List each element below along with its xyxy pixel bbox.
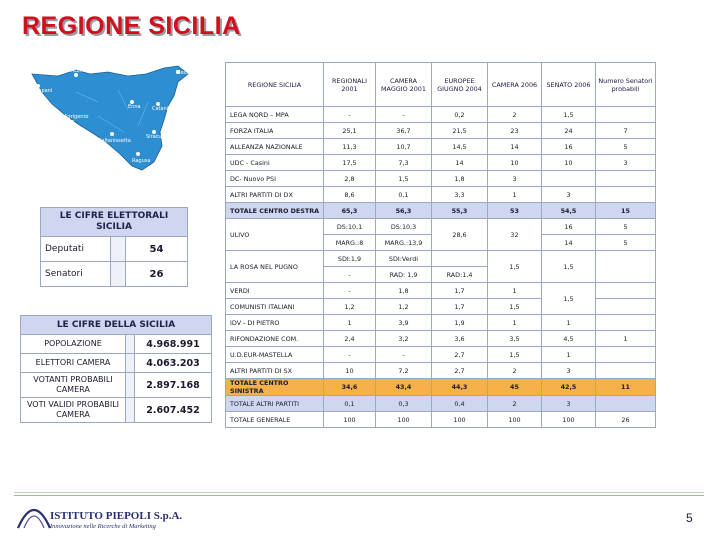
figures-value: 2.897.168	[135, 373, 212, 398]
table-cell: 53	[488, 203, 542, 219]
table-cell: 0,1	[376, 187, 432, 203]
table-row	[226, 315, 656, 331]
table-cell: -	[324, 107, 376, 123]
total-generale-row	[226, 412, 656, 428]
table-header: CAMERA 2006	[488, 63, 542, 107]
table-cell: LEGA NORD – MPA	[226, 107, 324, 123]
map-city-agrigento: Agrigento	[64, 114, 89, 120]
ulivo-row	[226, 219, 656, 235]
table-cell: 44,3	[432, 379, 488, 396]
sicily-figures-box	[20, 315, 212, 423]
table-cell: 4,5	[542, 331, 596, 347]
table-header: CAMERA MAGGIO 2001	[376, 63, 432, 107]
table-cell: FORZA ITALIA	[226, 123, 324, 139]
table-cell: 28,6	[432, 219, 488, 251]
table-cell: 14	[432, 155, 488, 171]
table-cell: -	[324, 267, 376, 283]
table-row	[226, 107, 656, 123]
table-cell: 5	[596, 219, 656, 235]
table-cell: ALLEANZA NAZIONALE	[226, 139, 324, 155]
table-cell: 0,1	[324, 396, 376, 412]
table-cell: 11	[596, 379, 656, 396]
table-row	[226, 347, 656, 363]
table-cell: 1,5	[488, 251, 542, 283]
table-cell: 43,4	[376, 379, 432, 396]
table-cell: 14	[542, 235, 596, 251]
table-cell: 1,8	[376, 283, 432, 299]
table-cell: 3,3	[432, 187, 488, 203]
figures-label: VOTI VALIDI PROBABILI CAMERA	[21, 398, 126, 423]
table-cell: 1,7	[432, 299, 488, 315]
table-cell: 15	[596, 203, 656, 219]
electoral-value: 26	[126, 262, 188, 287]
table-cell: LA ROSA NEL PUGNO	[226, 251, 324, 283]
table-cell: 2	[488, 363, 542, 379]
table-cell: 54,5	[542, 203, 596, 219]
table-cell: 5	[596, 235, 656, 251]
table-cell: ALTRI PARTITI DI DX	[226, 187, 324, 203]
table-cell: 7	[596, 123, 656, 139]
table-cell: 45	[488, 379, 542, 396]
table-cell	[596, 363, 656, 379]
table-cell: DS:10,3	[376, 219, 432, 235]
table-cell: 100	[542, 412, 596, 428]
table-cell	[596, 171, 656, 187]
table-cell: 10	[488, 155, 542, 171]
table-cell: 1,2	[324, 299, 376, 315]
table-row	[226, 331, 656, 347]
table-cell: 1,7	[432, 283, 488, 299]
table-cell: 1,9	[432, 315, 488, 331]
table-cell	[596, 187, 656, 203]
page-number: 5	[686, 511, 693, 525]
table-cell: 3	[542, 396, 596, 412]
table-cell: 3	[488, 171, 542, 187]
table-cell: 24	[542, 123, 596, 139]
table-cell: IDV - DI PIETRO	[226, 315, 324, 331]
map-city-caltanissetta: Caltanissetta	[98, 138, 131, 144]
figures-row-voti-validi	[21, 398, 212, 423]
table-cell: 100	[432, 412, 488, 428]
table-cell: 26	[596, 412, 656, 428]
table-cell: 42,5	[542, 379, 596, 396]
map-city-catania: Catania	[152, 106, 172, 112]
electoral-label: Senatori	[41, 262, 111, 287]
table-cell: 1	[542, 347, 596, 363]
table-cell: 7,3	[376, 155, 432, 171]
table-row	[226, 123, 656, 139]
table-cell: RAD:1,4	[432, 267, 488, 283]
table-cell: 32	[488, 219, 542, 251]
table-cell	[596, 107, 656, 123]
table-cell: 1	[542, 315, 596, 331]
table-cell: 1	[488, 187, 542, 203]
figures-row-popolazione	[21, 335, 212, 354]
table-cell: VERDI	[226, 283, 324, 299]
table-cell: 1,5	[542, 283, 596, 315]
table-cell: 1,5	[488, 299, 542, 315]
table-cell: 36,7	[376, 123, 432, 139]
table-cell: 1,8	[432, 171, 488, 187]
brand-tagline: Innovazione nelle Ricerche di Marketing	[50, 523, 156, 530]
table-cell: 1	[324, 315, 376, 331]
table-cell: 2	[488, 396, 542, 412]
footer-divider-accent	[14, 495, 704, 496]
table-cell: 3	[542, 363, 596, 379]
table-cell: 100	[376, 412, 432, 428]
footer-divider	[14, 492, 704, 493]
electoral-value: 54	[126, 237, 188, 262]
table-cell: TOTALE CENTRO DESTRA	[226, 203, 324, 219]
table-row	[226, 171, 656, 187]
electoral-row-deputati	[41, 237, 188, 262]
table-cell	[596, 315, 656, 331]
total-centro-sinistra-row	[226, 379, 656, 396]
electoral-figures-box	[40, 207, 188, 287]
table-cell: 16	[542, 219, 596, 235]
table-cell: 11,3	[324, 139, 376, 155]
brand-name: ISTITUTO PIEPOLI S.p.A.	[50, 510, 183, 522]
table-cell: 65,3	[324, 203, 376, 219]
table-cell: 2	[488, 107, 542, 123]
figures-value: 4.968.991	[135, 335, 212, 354]
table-cell: 0,4	[432, 396, 488, 412]
table-cell: U.D.EUR-MASTELLA	[226, 347, 324, 363]
table-cell: TOTALE CENTRO SINISTRA	[226, 379, 324, 396]
table-cell	[596, 396, 656, 412]
table-cell: 0,2	[432, 107, 488, 123]
table-cell: ULIVO	[226, 219, 324, 251]
table-cell: 2,7	[432, 347, 488, 363]
table-cell: 8,6	[324, 187, 376, 203]
table-cell: ALTRI PARTITI DI SX	[226, 363, 324, 379]
total-altri-partiti-row	[226, 396, 656, 412]
table-cell: MARG.:8	[324, 235, 376, 251]
map-city-trapani: Trapani	[34, 88, 53, 94]
table-row	[226, 155, 656, 171]
table-cell: 1	[488, 315, 542, 331]
table-cell: 0,3	[376, 396, 432, 412]
figures-row-elettori	[21, 354, 212, 373]
piepoli-logo-icon	[14, 498, 54, 532]
table-cell: RAD: 1,9	[376, 267, 432, 283]
table-cell: -	[376, 347, 432, 363]
table-cell: SDI:1,9	[324, 251, 376, 267]
table-cell: 3,5	[488, 331, 542, 347]
figures-label: ELETTORI CAMERA	[21, 354, 126, 373]
table-cell: 34,6	[324, 379, 376, 396]
table-cell: 2,4	[324, 331, 376, 347]
results-header-row	[226, 63, 656, 107]
table-row	[226, 139, 656, 155]
table-cell: -	[324, 283, 376, 299]
table-row	[226, 363, 656, 379]
table-cell: 3,6	[432, 331, 488, 347]
table-cell: 3,9	[376, 315, 432, 331]
table-cell: -	[376, 107, 432, 123]
sicily-map	[28, 62, 200, 174]
table-cell: TOTALE GENERALE	[226, 412, 324, 428]
figures-row-votanti	[21, 373, 212, 398]
table-cell: TOTALE ALTRI PARTITI	[226, 396, 324, 412]
figures-value: 4.063.203	[135, 354, 212, 373]
table-cell: UDC - Casini	[226, 155, 324, 171]
table-cell: 14	[488, 139, 542, 155]
table-cell: 3	[596, 155, 656, 171]
table-cell: 17,5	[324, 155, 376, 171]
table-cell: 10,7	[376, 139, 432, 155]
table-cell	[542, 171, 596, 187]
table-cell: -	[324, 347, 376, 363]
table-cell	[596, 347, 656, 363]
sicily-island-shape	[32, 66, 188, 170]
table-cell: 1,5	[376, 171, 432, 187]
table-header: Numero Senatori probabili	[596, 63, 656, 107]
table-cell: 3	[542, 187, 596, 203]
table-cell: 56,3	[376, 203, 432, 219]
figures-label: VOTANTI PROBABILI CAMERA	[21, 373, 126, 398]
table-cell: DC- Nuovo PSI	[226, 171, 324, 187]
table-cell: RIFONDAZIONE COM.	[226, 331, 324, 347]
table-cell: 1	[488, 283, 542, 299]
table-cell: 1,2	[376, 299, 432, 315]
table-row	[226, 187, 656, 203]
map-city-palermo: PALERMO	[68, 68, 92, 74]
figures-label: POPOLAZIONE	[21, 335, 126, 354]
table-cell: 7,2	[376, 363, 432, 379]
table-header: REGIONE SICILIA	[226, 63, 324, 107]
table-cell: 1,5	[488, 347, 542, 363]
table-cell: 1,5	[542, 107, 596, 123]
table-cell: 2,8	[324, 171, 376, 187]
table-cell: 3,2	[376, 331, 432, 347]
table-cell: 25,1	[324, 123, 376, 139]
electoral-header: LE CIFRE ELETTORALI SICILIA	[41, 208, 188, 237]
table-cell: 100	[324, 412, 376, 428]
verdi-row	[226, 283, 656, 299]
map-city-enna: Enna	[128, 104, 141, 110]
figures-header: LE CIFRE DELLA SICILIA	[21, 316, 212, 335]
map-city-siracusa: Siracusa	[146, 134, 168, 140]
electoral-label: Deputati	[41, 237, 111, 262]
table-header: SENATO 2006	[542, 63, 596, 107]
table-cell: 100	[488, 412, 542, 428]
table-header: EUROPEE GIUGNO 2004	[432, 63, 488, 107]
electoral-row-senatori	[41, 262, 188, 287]
table-cell: MARG.:13,9	[376, 235, 432, 251]
page-title: REGIONE SICILIA	[22, 12, 241, 40]
table-cell: 23	[488, 123, 542, 139]
table-cell: COMUNISTI ITALIANI	[226, 299, 324, 315]
table-cell: 5	[596, 139, 656, 155]
table-cell: 10	[324, 363, 376, 379]
table-cell: 16	[542, 139, 596, 155]
table-cell: 1,5	[542, 251, 596, 283]
rosa-row	[226, 251, 656, 267]
table-cell: DS:10,1	[324, 219, 376, 235]
table-cell: 2,7	[432, 363, 488, 379]
table-cell: 14,5	[432, 139, 488, 155]
table-cell: 55,3	[432, 203, 488, 219]
table-header: REGIONALI 2001	[324, 63, 376, 107]
results-table	[225, 62, 656, 428]
table-cell: 21,5	[432, 123, 488, 139]
map-city-messina: Messina	[176, 70, 197, 76]
table-cell: SDI:Verdi	[376, 251, 432, 267]
total-centro-destra-row	[226, 203, 656, 219]
map-city-ragusa: Ragusa	[132, 158, 151, 164]
table-cell: 10	[542, 155, 596, 171]
figures-value: 2.607.452	[135, 398, 212, 423]
table-cell: 1	[596, 331, 656, 347]
